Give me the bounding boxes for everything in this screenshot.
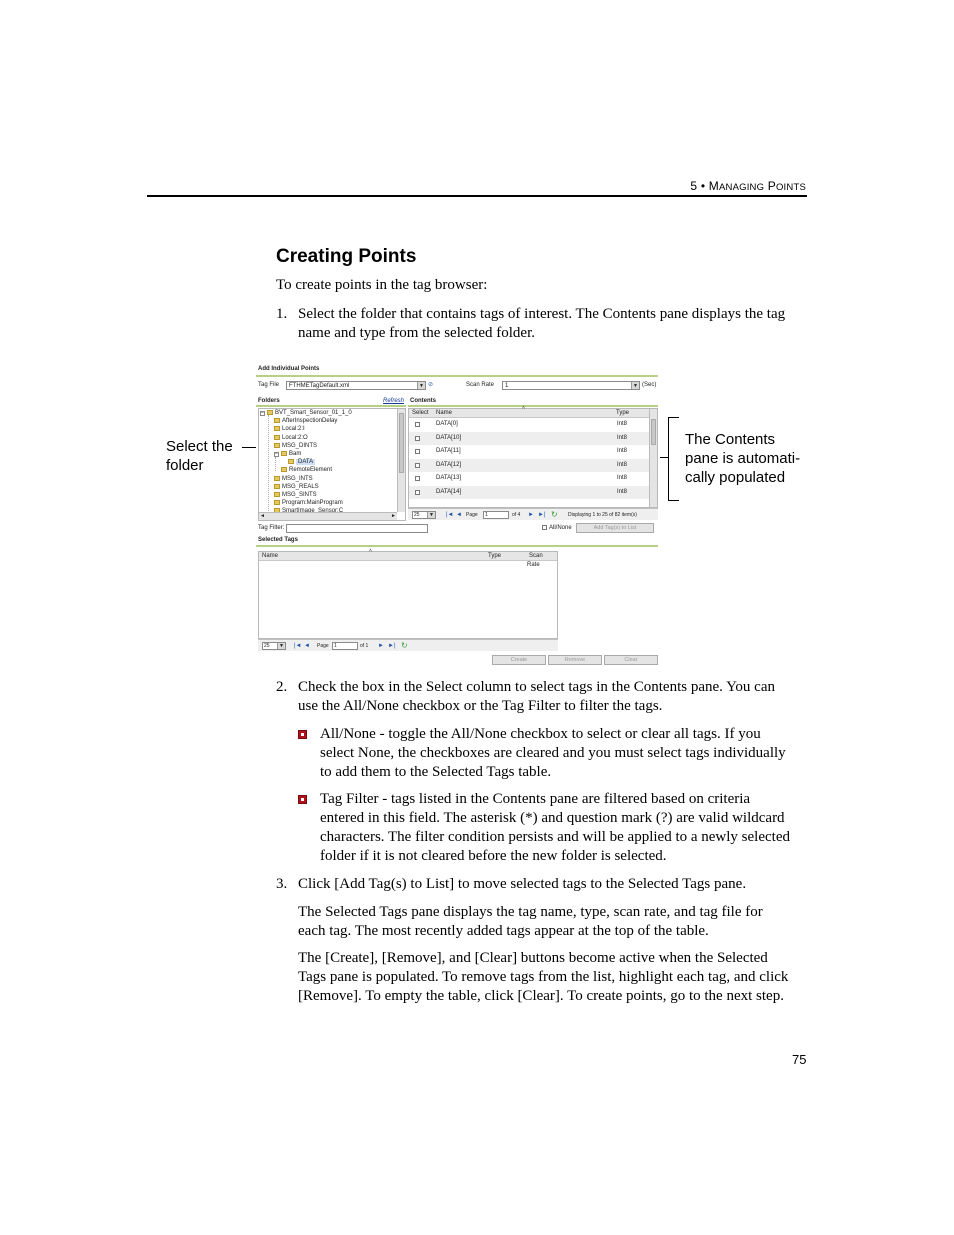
select-checkbox[interactable] (415, 463, 420, 468)
text-line: Select the folder that contains tags of interest. The Contents pane displays the tag (298, 306, 786, 322)
tree-guide (268, 415, 269, 511)
dialog-title: Add Individual Points (258, 366, 320, 372)
table-row[interactable] (409, 432, 649, 445)
sort-arrow-icon: ˄ (522, 405, 525, 411)
tag-name-cell: DATA[0] (436, 421, 458, 427)
chapter-title-initial: P (767, 179, 776, 193)
page-label: Page (317, 643, 329, 649)
intro-text: To create points in the tag browser: (276, 277, 488, 293)
tag-filter-input[interactable] (286, 524, 428, 533)
tag-type-cell: Int8 (617, 475, 628, 481)
selected-tags-label: Selected Tags (258, 537, 298, 543)
callout-select-folder (166, 437, 233, 475)
tag-name-cell: DATA[10] (436, 434, 462, 441)
text-line: each tag. The most recently added tags appear at the top of the table. (298, 923, 709, 939)
tag-name-cell: DATA[12] (436, 461, 462, 468)
expand-toggle-icon[interactable]: − (275, 451, 278, 457)
tree-item-label: RemoteElement (289, 467, 333, 474)
header-label: Name (262, 553, 279, 559)
tag-type-cell: Int8 (617, 421, 628, 427)
step-text (298, 305, 785, 343)
folder-icon (274, 426, 280, 431)
tree-item[interactable] (274, 492, 317, 498)
tree-item[interactable] (261, 410, 352, 416)
chevron-down-icon[interactable]: ▼ (277, 643, 285, 649)
text-line: folder if it is not cleared before the new folder is selected. (320, 848, 667, 864)
folder-icon (274, 500, 280, 505)
next-page-icon[interactable]: ► (378, 643, 384, 649)
text-line: Tags pane is populated. To remove tags from the list, highlight each tag, and click (298, 969, 789, 985)
text-line: The Contents (685, 431, 776, 448)
text-line: [Remove]. To empty the table, click [Clear]. To create points, go to the next step. (298, 988, 784, 1004)
folder-icon (274, 443, 280, 448)
table-row[interactable] (409, 445, 649, 458)
folder-icon (281, 451, 287, 456)
sort-arrow-icon: ˄ (369, 548, 372, 554)
callout-bracket (668, 417, 679, 501)
tree-item-label: MSG_REALS (282, 483, 319, 490)
page-size-select[interactable] (262, 642, 286, 650)
column-header-type[interactable] (485, 552, 527, 561)
text-line: entered in this field. The asterisk (*) and question mark (?) are valid wildcard (320, 810, 785, 826)
tree-horizontal-scrollbar[interactable] (259, 512, 397, 520)
tree-item[interactable] (274, 426, 305, 432)
last-page-icon[interactable]: ►| (388, 643, 396, 649)
chapter-title-smallcaps: ANAGING (718, 182, 765, 193)
contents-vertical-scrollbar[interactable] (649, 409, 657, 507)
text-line: All/None - toggle the All/None checkbox to select or clear all tags. If you (320, 726, 761, 742)
tag-filter-label: Tag Filter: (258, 525, 285, 531)
table-row[interactable] (409, 418, 649, 431)
bullet-icon (298, 730, 307, 739)
tag-type-cell: Int8 (617, 461, 628, 468)
scan-rate-select[interactable] (502, 381, 640, 390)
column-header-scan-rate[interactable] (527, 552, 557, 568)
page-size-select[interactable] (412, 511, 436, 519)
chevron-down-icon[interactable]: ▼ (427, 512, 435, 518)
tree-item[interactable] (274, 476, 313, 482)
scan-rate-unit: (Sec) (642, 382, 657, 388)
column-header-type[interactable] (613, 409, 651, 418)
tag-file-label: Tag File (258, 382, 280, 388)
tree-item-label: MSG_INTS (282, 475, 313, 482)
divider (256, 405, 406, 407)
text-line: characters. The filter condition persists and will be applied to a newly selected (320, 829, 790, 845)
divider (256, 375, 658, 377)
chevron-left-icon[interactable]: ◄ (260, 513, 265, 519)
scroll-thumb[interactable] (651, 419, 656, 445)
chapter-title-initial: M (708, 179, 719, 193)
tree-guide (275, 457, 276, 471)
folder-icon (274, 476, 280, 481)
step-number: 2. (276, 679, 288, 695)
tag-type-cell: Int8 (617, 488, 628, 495)
body-paragraph (298, 949, 788, 1006)
refresh-icon[interactable]: ↻ (551, 510, 558, 519)
page-count: of 4 (512, 512, 521, 518)
select-checkbox[interactable] (415, 449, 420, 454)
column-header-name[interactable] (259, 552, 485, 561)
text-line: folder (166, 457, 204, 474)
tree-item-label: AfterInspectionDelay (282, 418, 338, 425)
select-checkbox[interactable] (415, 422, 420, 427)
text-line: select None, the checkboxes are cleared and you must select tags individually (320, 745, 786, 761)
previous-page-icon[interactable]: ◄ (456, 512, 462, 518)
first-page-icon[interactable]: |◄ (294, 643, 302, 649)
header-label: Type (616, 410, 630, 416)
contents-pane (408, 405, 658, 508)
bullet-text (320, 725, 786, 782)
selected-tags-pane (258, 548, 558, 639)
divider (408, 405, 658, 407)
tree-item[interactable] (288, 459, 315, 465)
tag-name-cell: DATA[14] (436, 488, 462, 495)
tree-item[interactable] (274, 418, 337, 424)
text-line: cally populated (685, 469, 786, 486)
header-label: Name (436, 410, 453, 416)
tag-file-value: FTHMETagDefault.xml (289, 383, 350, 389)
create-button[interactable]: Create (492, 655, 546, 665)
display-count-text: Displaying 1 to 25 of 82 item(s) (568, 512, 637, 518)
refresh-link[interactable]: Refresh (383, 398, 405, 404)
page-size-value: 25 (414, 512, 420, 518)
text-line: Select the (166, 438, 233, 455)
tree-item[interactable] (281, 467, 332, 473)
folder-icon (267, 410, 273, 415)
first-page-icon[interactable]: |◄ (446, 512, 454, 518)
page-number-value: 1 (334, 643, 337, 649)
remove-button[interactable]: Remove (548, 655, 602, 665)
page-size-value: 25 (264, 643, 270, 649)
tree-item-label: DATA (298, 459, 314, 466)
running-header (690, 179, 806, 193)
tree-item[interactable] (274, 500, 343, 506)
folders-tree-pane (258, 408, 406, 521)
table-row[interactable] (409, 472, 649, 485)
text-line: to add them to the Selected Tags table. (320, 764, 552, 780)
tag-name-cell: DATA[13] (436, 475, 462, 481)
link-icon[interactable]: ⊘ (428, 382, 434, 388)
page-number-input[interactable] (483, 511, 509, 519)
body-paragraph (298, 903, 763, 941)
last-page-icon[interactable]: ►| (538, 512, 546, 518)
folder-icon (281, 467, 287, 472)
folder-icon (274, 418, 280, 423)
chevron-down-icon[interactable]: ▼ (631, 382, 639, 389)
bullet-text (320, 790, 790, 866)
divider (256, 545, 658, 547)
chapter-number: 5 • (690, 179, 706, 193)
select-checkbox[interactable] (415, 436, 420, 441)
tree-item[interactable] (274, 484, 319, 490)
tree-item-label: BVT_Smart_Sensor_01_1_0 (275, 410, 352, 416)
tree-item-label: MSG_SINTS (282, 492, 317, 498)
all-none-label: All/None (549, 525, 572, 531)
select-checkbox[interactable] (415, 476, 420, 481)
text-line: Check the box in the Select column to select tags in the Contents pane. You can (298, 679, 775, 695)
page-count: of 1 (360, 643, 369, 649)
refresh-icon[interactable]: ↻ (401, 641, 408, 650)
text-line: use the All/None checkbox or the Tag Filter to filter the tags. (298, 698, 663, 714)
page-label: Page (466, 512, 478, 518)
text-line: The [Create], [Remove], and [Clear] buttons become active when the Selected (298, 950, 768, 966)
step-number: 1. (276, 306, 288, 322)
scan-rate-label: Scan Rate (466, 382, 495, 388)
bullet-icon (298, 795, 307, 804)
step-number: 3. (276, 876, 288, 892)
text-line: name and type from the selected folder. (298, 325, 535, 341)
text-line: Tag Filter - tags listed in the Contents pane are filtered based on criteria (320, 791, 751, 807)
tree-vertical-scrollbar[interactable] (397, 409, 405, 512)
scan-rate-value: 1 (505, 383, 509, 389)
callout-leader (242, 447, 256, 448)
next-page-icon[interactable]: ► (528, 512, 534, 518)
chapter-title-smallcaps: OINTS (775, 182, 806, 193)
folder-icon (274, 492, 280, 497)
clear-button[interactable]: Clear (604, 655, 658, 665)
page-number-value: 1 (485, 512, 488, 518)
folder-icon (274, 484, 280, 489)
column-header-select[interactable] (409, 409, 431, 418)
selected-tags-pager (258, 639, 558, 651)
previous-page-icon[interactable]: ◄ (304, 643, 310, 649)
tag-file-select[interactable] (286, 381, 426, 390)
tree-item-label: Bam (289, 451, 302, 457)
folders-label: Folders (258, 398, 280, 404)
expand-toggle-icon[interactable]: − (261, 410, 264, 416)
contents-pager (408, 508, 658, 520)
tree-item[interactable] (275, 451, 302, 457)
section-title: Creating Points (276, 246, 417, 267)
text-line: pane is automati- (685, 450, 801, 467)
callout-contents-pane (685, 430, 800, 487)
tree-item[interactable] (274, 443, 317, 449)
header-label: Select (412, 410, 429, 416)
table-row[interactable] (409, 486, 649, 499)
header-rule (147, 195, 807, 197)
tag-type-cell: Int8 (617, 434, 628, 441)
folder-icon (274, 435, 280, 440)
header-label: Scan Rate (527, 553, 543, 568)
all-none-checkbox[interactable] (542, 525, 547, 530)
scroll-thumb[interactable] (399, 413, 404, 473)
chevron-right-icon[interactable]: ► (391, 513, 396, 519)
tree-item-label: MSG_DINTS (282, 442, 318, 449)
contents-label: Contents (410, 398, 436, 404)
tree-item-label: Local:2:I (282, 426, 305, 433)
step-text (298, 678, 775, 716)
select-checkbox[interactable] (415, 490, 420, 495)
chevron-down-icon[interactable]: ▼ (417, 382, 425, 389)
contents-rows (409, 418, 649, 507)
tag-browser-screenshot (256, 362, 660, 668)
tree-item[interactable] (274, 435, 308, 441)
table-row[interactable] (409, 459, 649, 472)
folder-icon (288, 459, 294, 464)
text-line: Click [Add Tag(s) to List] to move selected tags to the Selected Tags pane. (298, 876, 747, 892)
step-text (298, 875, 746, 894)
header-label: Type (488, 553, 502, 559)
tree-item-label: Program:MainProgram (282, 500, 343, 507)
tree-item-label: Local:2:O (282, 434, 308, 441)
tag-name-cell: DATA[11] (436, 448, 461, 454)
page-number: 75 (792, 1052, 807, 1067)
page-number-input[interactable] (332, 642, 358, 650)
tag-type-cell: Int8 (617, 448, 628, 454)
add-tags-button[interactable]: Add Tag(s) to List (576, 523, 654, 533)
text-line: The Selected Tags pane displays the tag name, type, scan rate, and tag file for (298, 904, 763, 920)
